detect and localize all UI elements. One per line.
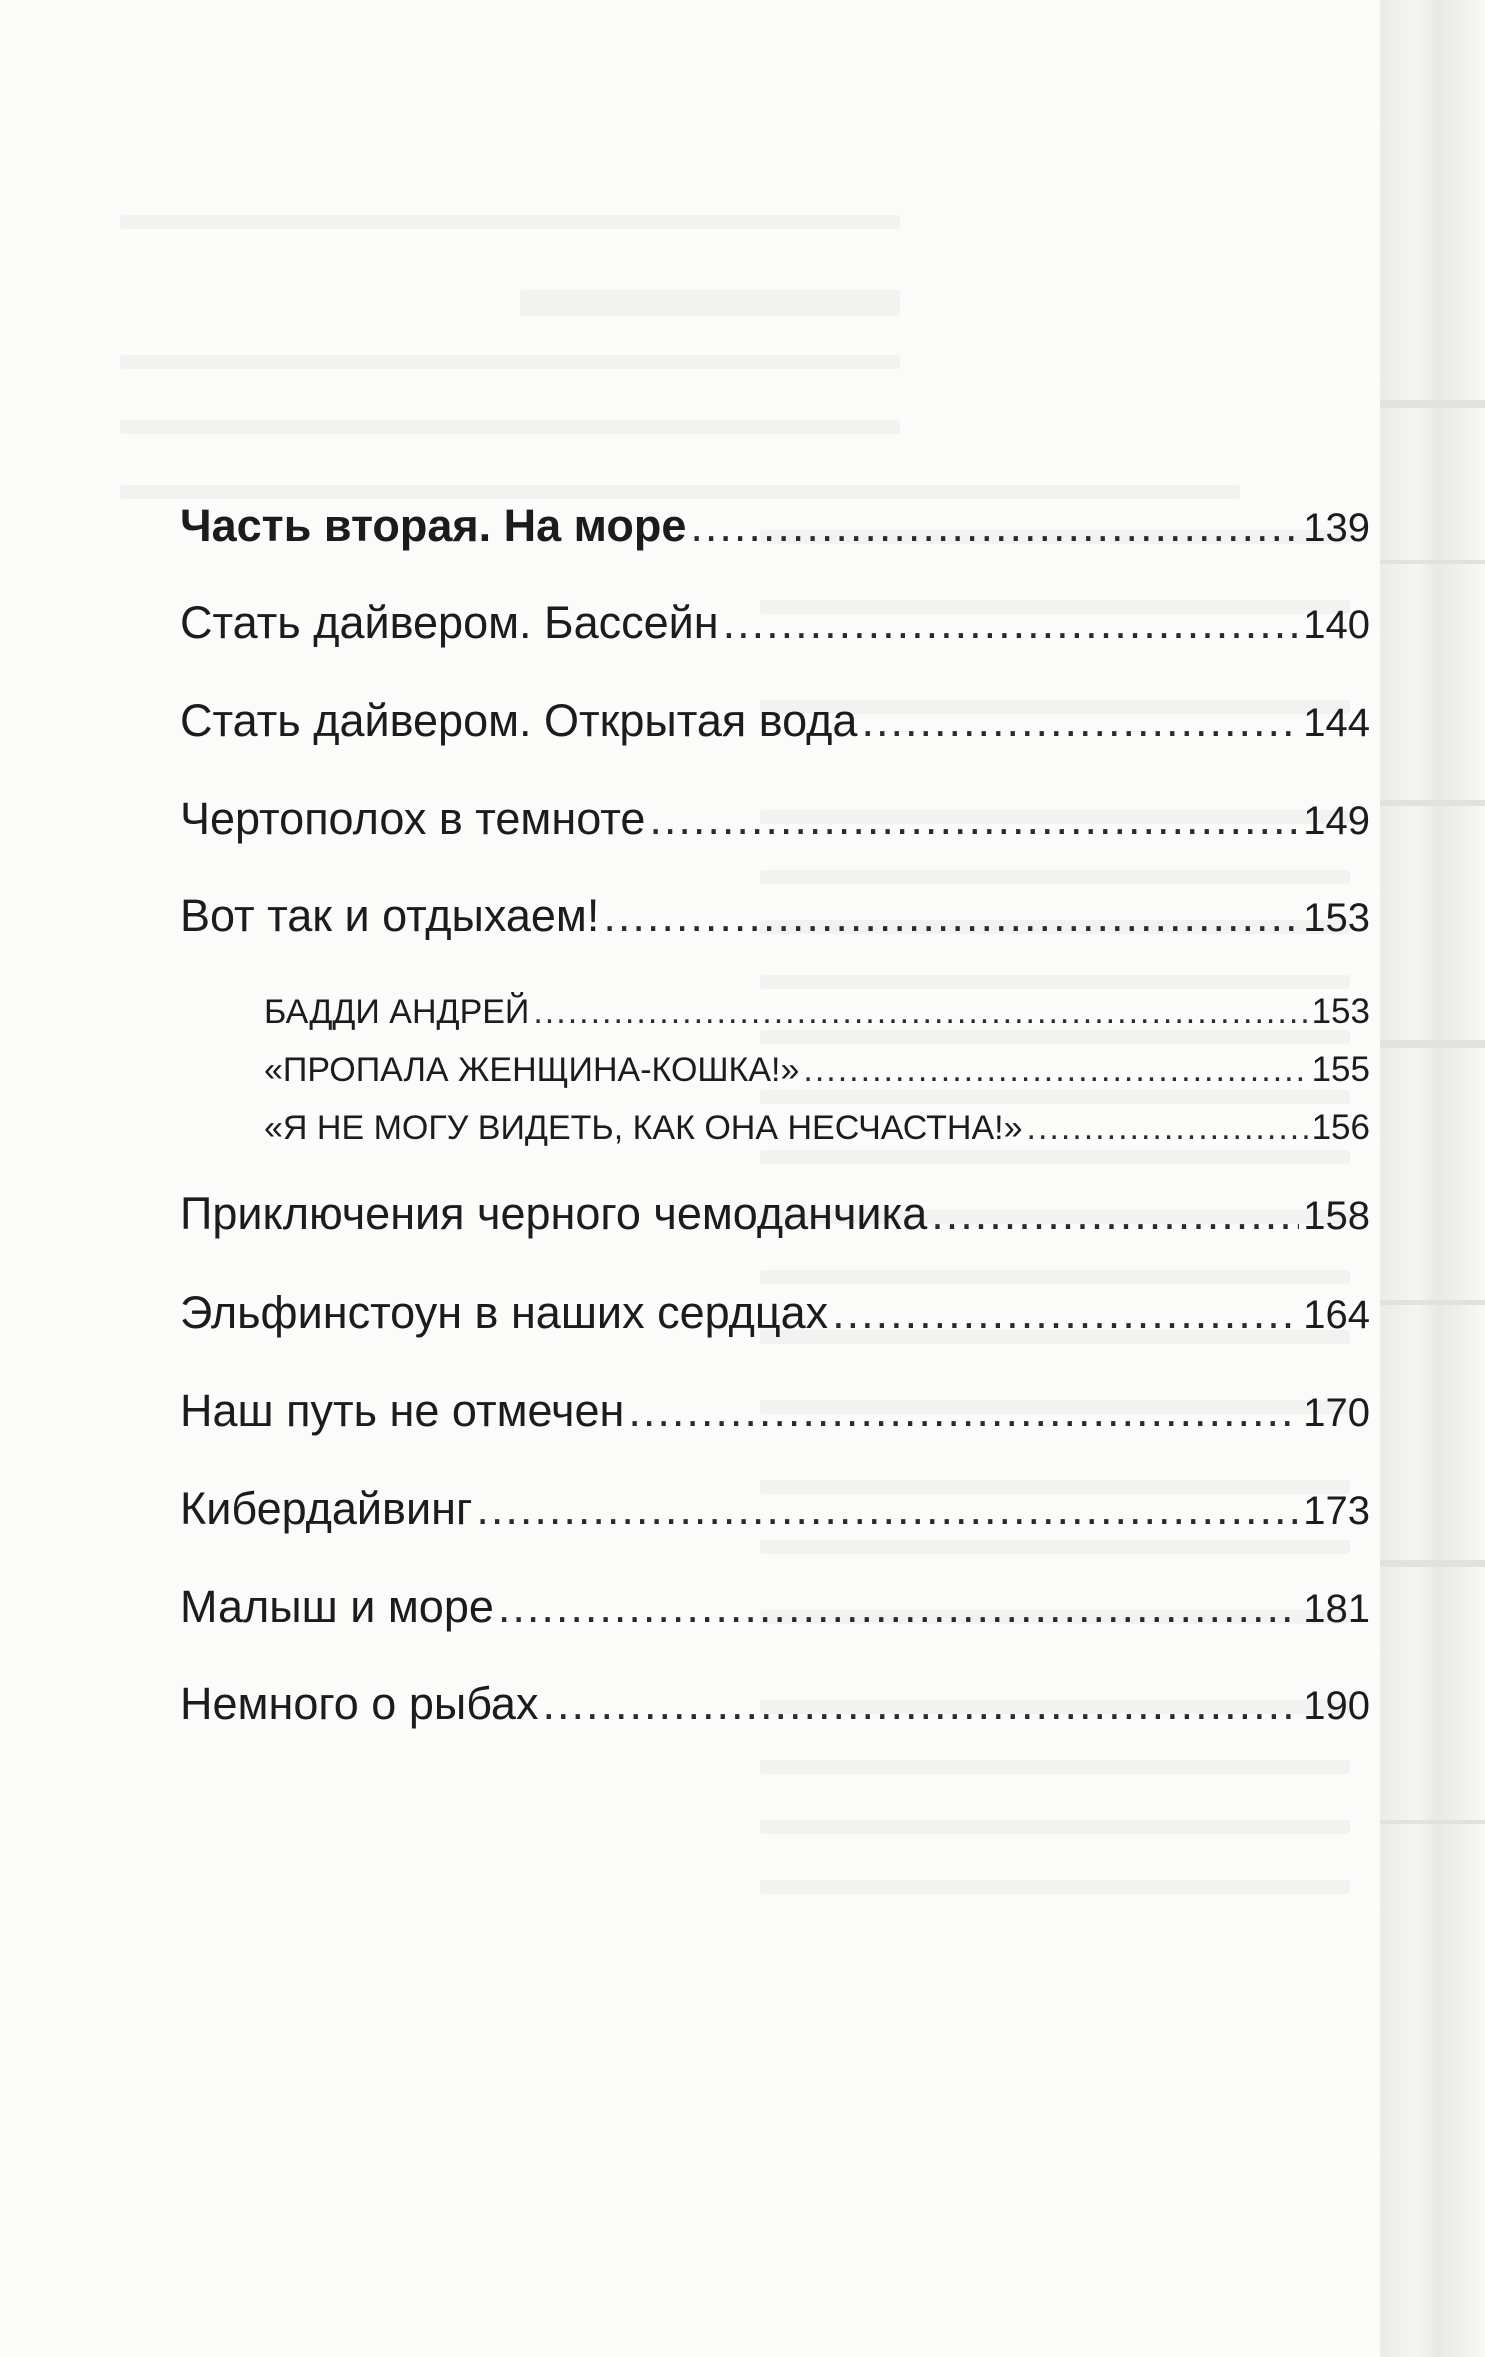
dot-leader (476, 1483, 1299, 1535)
toc-entry (180, 1188, 1370, 1240)
toc-entry-title: Стать дайвером. Бассейн (180, 597, 719, 648)
toc-entry-page-number: 153 (1311, 992, 1370, 1031)
toc-entry (180, 793, 1370, 845)
toc-entry-title: Часть вторая. На море (180, 500, 687, 551)
toc-entry-title: Чертополох в темноте (180, 793, 646, 844)
dot-leader (1027, 1109, 1308, 1148)
dot-leader (498, 1581, 1299, 1633)
toc-entry-page-number: 190 (1303, 1684, 1370, 1728)
toc-entry (180, 500, 1370, 552)
toc-entry (180, 1678, 1370, 1730)
toc-entry-page-number: 149 (1303, 799, 1370, 843)
toc-entry-page-number: 170 (1303, 1391, 1370, 1435)
toc-entry (180, 1581, 1370, 1633)
toc-entry-page-number: 156 (1311, 1108, 1370, 1147)
toc-entry (180, 597, 1370, 649)
page-stack-edge (1380, 0, 1485, 2357)
dot-leader (832, 1287, 1299, 1339)
dot-leader (533, 993, 1307, 1032)
toc-entry-title: Приключения черного чемоданчика (180, 1188, 928, 1239)
toc-entry-page-number: 155 (1311, 1050, 1370, 1089)
dot-leader (603, 890, 1299, 942)
dot-leader (803, 1051, 1307, 1090)
toc-entry-title: «Я НЕ МОГУ ВИДЕТЬ, КАК ОНА НЕСЧАСТНА!» (264, 1109, 1023, 1147)
dot-leader (649, 793, 1299, 845)
toc-entry (180, 1385, 1370, 1437)
toc-entry (180, 890, 1370, 942)
toc-entry (180, 1483, 1370, 1535)
toc-entry-title: Вот так и отдыхаем! (180, 890, 600, 941)
toc-subentry (264, 992, 1370, 1032)
toc-entry-title: Кибердайвинг (180, 1483, 473, 1534)
toc-entry-title: «ПРОПАЛА ЖЕНЩИНА-КОШКА!» (264, 1051, 800, 1089)
toc-entry-title: Немного о рыбах (180, 1678, 539, 1729)
toc-subentry (264, 1050, 1370, 1090)
dot-leader (723, 597, 1300, 649)
dot-leader (542, 1678, 1299, 1730)
toc-entry-page-number: 173 (1303, 1489, 1370, 1533)
toc-entry-title: Стать дайвером. Открытая вода (180, 695, 858, 746)
toc-entry-page-number: 144 (1303, 701, 1370, 745)
toc-entry-page-number: 153 (1303, 896, 1370, 940)
toc-entry-page-number: 181 (1303, 1587, 1370, 1631)
dot-leader (628, 1385, 1299, 1437)
toc-entry (180, 1287, 1370, 1339)
toc-entry-page-number: 164 (1303, 1293, 1370, 1337)
toc-entry-title: Малыш и море (180, 1581, 494, 1632)
dot-leader (690, 500, 1299, 552)
toc-entry-page-number: 140 (1303, 603, 1370, 647)
toc-entry (180, 695, 1370, 747)
toc-entry-page-number: 158 (1303, 1194, 1370, 1238)
dot-leader (931, 1188, 1299, 1240)
toc-entry-title: Эльфинстоун в наших сердцах (180, 1287, 829, 1338)
toc-entry-page-number: 139 (1303, 506, 1370, 550)
dot-leader (861, 695, 1299, 747)
toc-entry-title: БАДДИ АНДРЕЙ (264, 993, 530, 1031)
toc-subentry (264, 1108, 1370, 1148)
toc-entry-title: Наш путь не отмечен (180, 1385, 625, 1436)
